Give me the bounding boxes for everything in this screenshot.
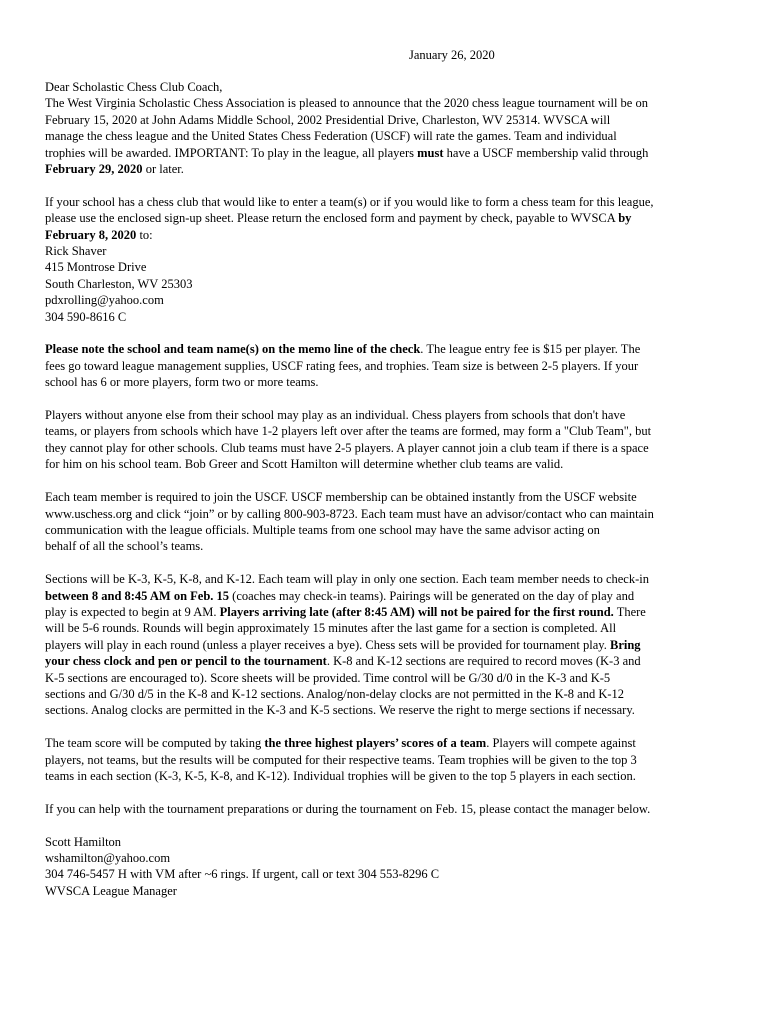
text-line: [45, 374, 735, 390]
text-line: [45, 292, 735, 308]
text-line: [45, 210, 735, 226]
text: 304 590-8616 C: [45, 309, 127, 324]
text-line: [45, 538, 735, 554]
text: If you can help with the tournament preparations or during the tournament on Feb. 15, please contact the manager below.: [45, 801, 651, 816]
text: wshamilton@yahoo.com: [45, 850, 171, 865]
paragraph-uscf-membership: [45, 489, 735, 555]
text-line: [45, 801, 735, 817]
text: If your school has a chess club that would like to enter a team(s) or if you would like to form a chess team for this league,: [45, 194, 654, 209]
bold-text: Please note the school and team name(s) on the memo line of the check: [45, 342, 421, 357]
text: have a USCF membership valid through: [443, 145, 649, 160]
paragraph-help: [45, 801, 735, 817]
paragraph-entry-fee: [45, 341, 735, 390]
text-line: [45, 506, 735, 522]
bold-text: the three highest players’ scores of a team: [264, 736, 487, 751]
text-line: [45, 194, 735, 210]
text: players will play in each round (unless a player receives a bye). Chess sets will be provided for tournament play.: [45, 637, 610, 652]
text: will be 5-6 rounds. Rounds will begin approximately 15 minutes after the last game for a section is completed. All: [45, 621, 617, 636]
text-line: [45, 522, 735, 538]
paragraph-announcement: [45, 95, 735, 177]
text: school has 6 or more players, form two or more teams.: [45, 375, 319, 390]
bold-text: February 8, 2020: [45, 227, 137, 242]
text-line: [45, 834, 735, 850]
text: please use the enclosed sign-up sheet. Please return the enclosed form and payment by check, payable to WVSCA: [45, 211, 619, 226]
text: The team score will be computed by taking: [45, 736, 265, 751]
text-line: [45, 341, 735, 357]
text: K-5 sections are encouraged to). Score sheets will be provided. Time control will be G/30 d/0 in the K-3 and K-5: [45, 670, 611, 685]
letter-date: January 26, 2020: [409, 48, 495, 62]
text-line: [45, 571, 735, 587]
text: play is expected to begin at 9 AM.: [45, 604, 220, 619]
text: for him on his school team. Bob Greer and Scott Hamilton will determine whether club teams are valid.: [45, 457, 564, 472]
bold-text: February 29, 2020: [45, 162, 143, 177]
text-line: [45, 243, 735, 259]
text-line: [45, 309, 735, 325]
text: February 15, 2020 at John Adams Middle School, 2002 Presidential Drive, Charleston, WV 25314. WVSCA will: [45, 112, 611, 127]
text-line: [45, 145, 735, 161]
text-line: [45, 653, 735, 669]
paragraph-team-score: [45, 735, 735, 784]
text: Each team member is required to join the USCF. USCF membership can be obtained instantly from the USCF website: [45, 490, 637, 505]
text-line: [45, 128, 735, 144]
text-line: [45, 850, 735, 866]
text: players, not teams, but the results will be computed for their respective teams. Team trophies will be given to the top 3: [45, 752, 637, 767]
text: Sections will be K-3, K-5, K-8, and K-12. Each team will play in only one section. Each team member needs to check-in: [45, 572, 649, 587]
text: www.uschess.org and click “join” or by calling 800-903-8723. Each team must have an advisor/contact who can maintain: [45, 506, 654, 521]
text: Players without anyone else from their school may play as an individual. Chess players from schools that don't have: [45, 408, 626, 423]
paragraph-sections: [45, 571, 735, 719]
text-line: [45, 161, 735, 177]
text-line: [45, 866, 735, 882]
text: or later.: [142, 162, 184, 177]
text: 304 746-5457 H with VM after ~6 rings. If urgent, call or text 304 553-8296 C: [45, 867, 440, 882]
bold-text: Bring: [610, 637, 641, 652]
text-line: [45, 276, 735, 292]
text: . Players will compete against: [486, 736, 636, 751]
text-line: [45, 588, 735, 604]
paragraph-signup: [45, 194, 735, 325]
text-line: [45, 735, 735, 751]
bold-text: between 8 and 8:45 AM on Feb. 15: [45, 588, 230, 603]
bold-text: must: [417, 145, 444, 160]
bold-text: by: [618, 211, 632, 226]
text-line: [45, 637, 735, 653]
text-line: [45, 407, 735, 423]
text: pdxrolling@yahoo.com: [45, 293, 164, 308]
text: The West Virginia Scholastic Chess Association is pleased to announce that the 2020 chess league tournament will be on: [45, 96, 648, 111]
signature-block: [45, 834, 735, 900]
text: South Charleston, WV 25303: [45, 276, 193, 291]
text: teams, or players from schools which have 1-2 players left over after the teams are formed, may form a "Club Team", but: [45, 424, 652, 439]
text-line: [45, 489, 735, 505]
text-line: [45, 456, 735, 472]
text-line: [45, 227, 735, 243]
text-line: [45, 620, 735, 636]
bold-text: your chess clock and pen or pencil to the tournament: [45, 654, 327, 669]
text-line: [45, 768, 735, 784]
text: sections and G/30 d/5 in the K-8 and K-12 sections. Analog/non-delay clocks are not permitted in the K-8 and K-12: [45, 686, 625, 701]
text: to:: [136, 227, 153, 242]
text: trophies will be awarded. IMPORTANT: To play in the league, all players: [45, 145, 418, 160]
text-line: [45, 883, 735, 899]
text-line: [45, 112, 735, 128]
text: manage the chess league and the United States Chess Federation (USCF) will rate the games. Team and individual: [45, 129, 617, 144]
text: . The league entry fee is $15 per player. The: [420, 342, 641, 357]
text-line: [45, 702, 735, 718]
text: sections. Analog clocks are permitted in the K-3 and K-5 sections. We reserve the right to merge sections if necessary.: [45, 703, 635, 718]
text: 415 Montrose Drive: [45, 260, 147, 275]
text: (coaches may check-in teams). Pairings will be generated on the day of play and: [229, 588, 635, 603]
text: Scott Hamilton: [45, 834, 122, 849]
text: WVSCA League Manager: [45, 883, 177, 898]
text-line: [45, 670, 735, 686]
text: communication with the league officials. Multiple teams from one school may have the same advisor acting on: [45, 522, 600, 537]
salutation: Dear Scholastic Chess Club Coach,: [45, 80, 223, 94]
text-line: [45, 358, 735, 374]
text: fees go toward league management supplies, USCF rating fees, and trophies. Team size is between 2-5 players. If your: [45, 358, 639, 373]
text: There: [613, 604, 646, 619]
paragraph-individuals: [45, 407, 735, 473]
text-line: [45, 259, 735, 275]
text: they cannot play for other schools. Club teams must have 2-5 players. A player cannot join a club team if there is a space: [45, 440, 649, 455]
bold-text: Players arriving late (after 8:45 AM) will not be paired for the first round.: [219, 604, 614, 619]
text: Rick Shaver: [45, 244, 107, 259]
text: behalf of all the school’s teams.: [45, 539, 204, 554]
text-line: [45, 440, 735, 456]
text-line: [45, 752, 735, 768]
text-line: [45, 423, 735, 439]
text: . K-8 and K-12 sections are required to record moves (K-3 and: [326, 654, 641, 669]
text-line: [45, 686, 735, 702]
text: teams in each section (K-3, K-5, K-8, and K-12). Individual trophies will be given to the top 5 players in each section.: [45, 768, 636, 783]
letter-body: [45, 79, 735, 899]
text-line: [45, 604, 735, 620]
text-line: [45, 95, 735, 111]
